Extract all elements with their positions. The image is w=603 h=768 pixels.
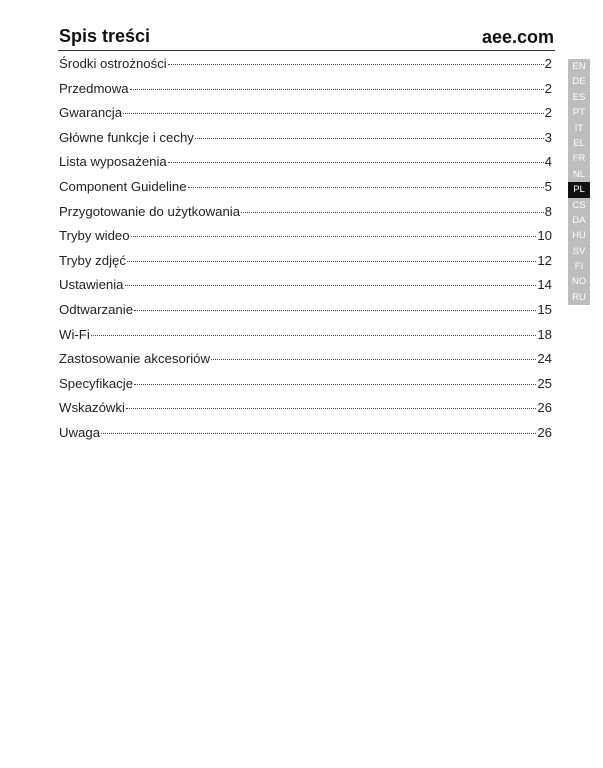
toc-entry[interactable]	[59, 56, 552, 81]
language-tab-da[interactable]: DA	[568, 213, 590, 228]
page-title: Spis treści	[59, 26, 151, 46]
toc-entry-page: 4	[544, 154, 552, 170]
language-tab-es[interactable]: ES	[568, 90, 590, 105]
toc-entry-label: Specyfikacje	[59, 375, 134, 391]
toc-entry[interactable]	[59, 154, 552, 179]
language-tab-pt[interactable]: PT	[568, 105, 590, 120]
toc-entry-label: Odtwarzanie	[59, 301, 134, 317]
dot-leader	[126, 407, 536, 409]
dot-leader	[188, 186, 544, 188]
language-tab-sv[interactable]: SV	[568, 244, 590, 259]
dot-leader	[131, 235, 537, 237]
dot-leader	[168, 63, 544, 65]
toc-entry-page: 14	[537, 277, 552, 293]
toc-entry[interactable]	[59, 376, 552, 401]
toc-entry[interactable]	[59, 253, 552, 278]
toc-entry-page: 25	[537, 375, 552, 391]
toc-entry[interactable]	[59, 179, 552, 204]
toc-entry-label: Przedmowa	[59, 80, 129, 96]
toc-entry[interactable]	[59, 400, 552, 425]
toc-entry-page: 5	[544, 178, 552, 194]
toc-entry-label: Wi-Fi	[59, 326, 90, 342]
toc-entry-label: Lista wyposażenia	[59, 154, 167, 170]
toc-entry-label: Tryby wideo	[59, 228, 130, 244]
dot-leader	[125, 284, 537, 286]
toc-entry-page: 3	[544, 129, 552, 145]
language-tab-en[interactable]: EN	[568, 59, 590, 74]
toc-entry-label: Środki ostrożności	[59, 56, 167, 71]
language-tab-el[interactable]: EL	[568, 136, 590, 151]
toc-entry-page: 26	[537, 424, 552, 440]
toc-entry-page: 15	[537, 301, 552, 317]
toc-entry-label: Gwarancja	[59, 105, 123, 121]
site-name: aee.com	[481, 27, 554, 47]
language-tab-ru[interactable]: RU	[568, 290, 590, 305]
language-tab-pl[interactable]: PL	[568, 182, 590, 197]
toc-entry-page: 2	[544, 80, 552, 96]
toc-entry[interactable]	[59, 81, 552, 106]
toc-entry-page: 10	[537, 228, 552, 244]
toc-entry[interactable]	[59, 204, 552, 229]
language-tab-it[interactable]: IT	[568, 121, 590, 136]
dot-leader	[91, 334, 537, 336]
dot-leader	[101, 432, 536, 434]
dot-leader	[134, 309, 536, 311]
toc-entry-page: 2	[544, 105, 552, 121]
dot-leader	[123, 112, 544, 114]
toc-entry-page: 24	[537, 351, 552, 367]
toc-entry-label: Główne funkcje i cechy	[59, 129, 194, 145]
toc-entry[interactable]	[59, 351, 552, 376]
language-tab-de[interactable]: DE	[568, 74, 590, 89]
toc-entry-label: Component Guideline	[59, 178, 187, 194]
toc-entry-label: Ustawienia	[59, 277, 124, 293]
toc-entry-page: 12	[537, 252, 552, 268]
toc-entry-page: 18	[537, 326, 552, 342]
toc-entry-label: Przygotowanie do użytkowania	[59, 203, 241, 219]
toc-entry-page: 2	[544, 56, 552, 71]
toc-entry[interactable]	[59, 277, 552, 302]
language-tab-cs[interactable]: CS	[568, 198, 590, 213]
toc-entry-page: 8	[544, 203, 552, 219]
toc-entry[interactable]	[59, 130, 552, 155]
dot-leader	[130, 88, 544, 90]
toc-entry[interactable]	[59, 302, 552, 327]
dot-leader	[195, 137, 544, 139]
toc-entry[interactable]	[59, 228, 552, 253]
toc-entry-label: Tryby zdjęć	[59, 252, 126, 268]
language-tab-no[interactable]: NO	[568, 274, 590, 289]
dot-leader	[127, 260, 536, 262]
dot-leader	[211, 358, 536, 360]
dot-leader	[241, 211, 544, 213]
language-tab-nl[interactable]: NL	[568, 167, 590, 182]
toc-entry-label: Zastosowanie akcesoriów	[59, 351, 210, 367]
toc-entry-label: Uwaga	[59, 424, 101, 440]
language-tab-fi[interactable]: FI	[568, 259, 590, 274]
dot-leader	[168, 161, 544, 163]
toc-entry[interactable]	[59, 327, 552, 352]
toc-entry-page: 26	[537, 400, 552, 416]
toc-entry[interactable]	[59, 105, 552, 130]
toc-entry-label: Wskazówki	[59, 400, 125, 416]
dot-leader	[134, 383, 536, 385]
language-tabs	[568, 59, 590, 305]
table-of-contents	[59, 56, 552, 450]
language-tab-hu[interactable]: HU	[568, 228, 590, 243]
toc-entry[interactable]	[59, 425, 552, 450]
page-header	[58, 24, 555, 51]
language-tab-fr[interactable]: FR	[568, 151, 590, 166]
